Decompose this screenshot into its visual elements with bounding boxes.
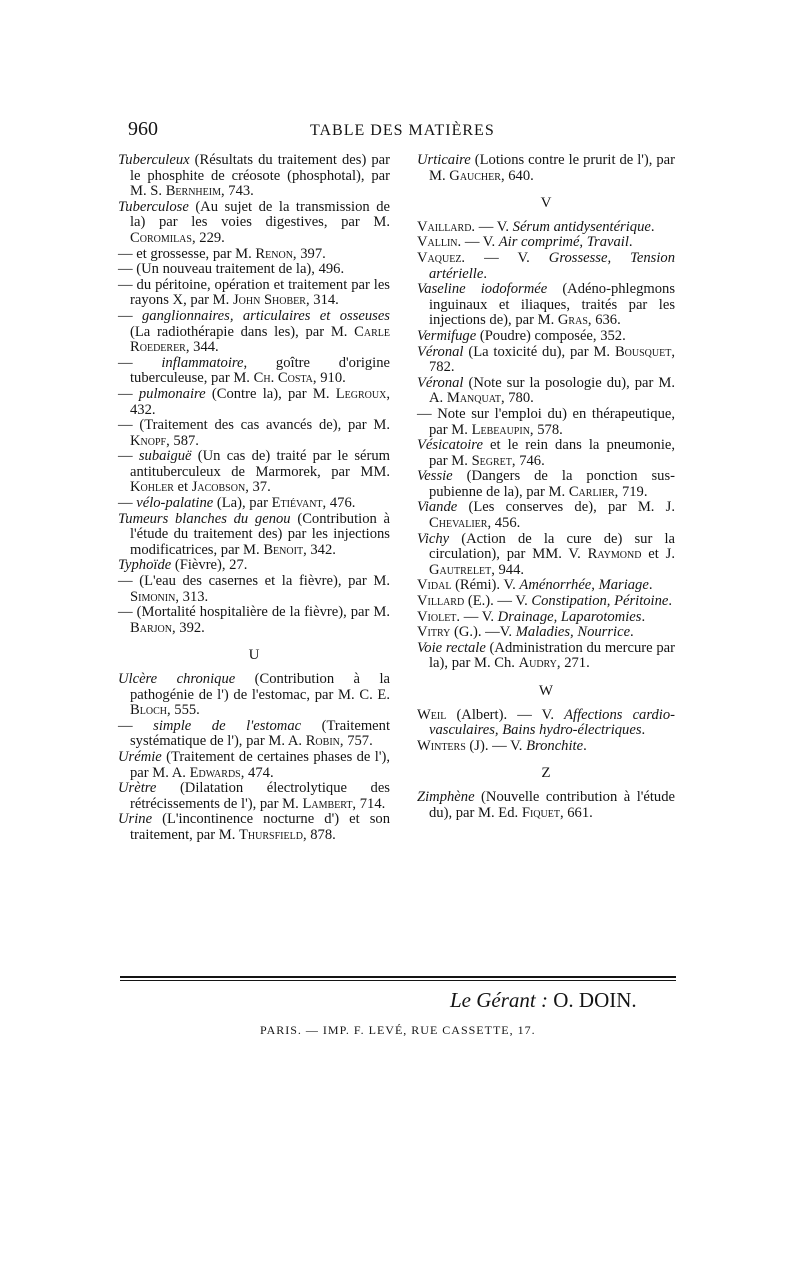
index-entry: Urémie (Traitement de certaines phases de l'), par M. A. Edwards, 474. [118, 748, 390, 781]
right-column [417, 153, 675, 821]
index-entry: Vidal (Rémi). V. Aménorrhée, Mariage. [417, 577, 653, 594]
index-entry: Typhoïde (Fièvre), 27. [118, 557, 248, 574]
index-entry: — subaiguë (Un cas de) traité par le sérum antituberculeux de Marmorek, par MM. Kohler et Jacobson, 37. [118, 448, 390, 496]
index-entry: Urine (L'incontinence nocturne d') et son traitement, par M. Thursfield, 878. [118, 811, 390, 843]
page-number: 960 [128, 118, 158, 140]
index-entry: — inflammatoire, goître d'origine tuberculeuse, par M. Ch. Costa, 910. [118, 354, 390, 387]
index-entry: Vaquez. — V. Grossesse, Tension artérielle. [417, 249, 675, 282]
index-entry: Zimphène (Nouvelle contribution à l'étude du), par M. Ed. Fiquet, 661. [417, 788, 675, 821]
footer-rule-thin [120, 980, 676, 981]
index-entry: Vaillard. — V. Sérum antidysentérique. [417, 218, 655, 235]
index-entry: — Note sur l'emploi du) en thérapeutique, par M. Lebeaupin, 578. [417, 405, 675, 438]
index-entry: — pulmonaire (Contre la), par M. Legroux, 432. [118, 385, 391, 418]
section-letter: Z [541, 765, 551, 782]
index-entry: Villard (E.). — V. Constipation, Péritoine. [417, 593, 673, 610]
index-entry: Véronal (Note sur la posologie du), par M. A. Manquat, 780. [417, 374, 675, 407]
index-entry: Véronal (La toxicité du), par M. Bousquet, 782. [417, 343, 675, 376]
index-entry: Winters (J). — V. Bronchite. [417, 737, 587, 754]
index-entry: Tumeurs blanches du genou (Contribution à l'étude du traitement des) par les injections modificatrices, par M. Benoit, 342. [118, 510, 390, 558]
index-entry: Viande (Les conserves de), par M. J. Chevalier, 456. [417, 499, 675, 532]
index-entry: Vaseline iodoformée (Adéno-phlegmons inguinaux et iliaques, traités par les injections de), par M. Gras, 636. [417, 281, 675, 329]
index-entry: — vélo-palatine (La), par Etiévant, 476. [118, 495, 356, 512]
index-entry: Tuberculose (Au sujet de la transmission de la) par les voies digestives, par M. Coromilas, 229. [118, 198, 390, 246]
index-entry: Urètre (Dilatation électrolytique des rétrécissements de l'), par M. Lambert, 714. [118, 780, 390, 812]
index-entry: — du péritoine, opération et traitement par les rayons X, par M. John Shober, 314. [118, 276, 390, 309]
index-entry: — (Un nouveau traitement de la), 496. [118, 261, 345, 278]
index-entry: Weil (Albert). — V. Affections cardio-vasculaires, Bains hydro-électriques. [417, 706, 675, 739]
index-entry: — et grossesse, par M. Renon, 397. [118, 245, 326, 262]
footer-rule-thick [120, 976, 676, 978]
index-entry: Vermifuge (Poudre) composée, 352. [417, 327, 626, 344]
gerant-signature [450, 988, 637, 1013]
index-entry: Ulcère chronique (Contribution à la pathogénie de l') de l'estomac, par M. C. E. Bloch, 555. [118, 671, 390, 719]
section-letter: U [248, 647, 260, 664]
index-entry: Tuberculeux (Résultats du traitement des) par le phosphite de créosote (phosphotal), par M. S. Bernheim, 743. [118, 152, 390, 200]
index-entry: Vésicatoire et le rein dans la pneumonie, par M. Segret, 746. [417, 437, 675, 469]
index-entry: Vessie (Dangers de la ponction sus-pubienne de la), par M. Carlier, 719. [417, 468, 675, 500]
index-entry: — ganglionnaires, articulaires et osseuses (La radiothérapie dans les), par M. Carle Roederer, 344. [118, 307, 390, 356]
gerant-label: Le Gérant : [450, 988, 548, 1012]
printer-imprint: PARIS. — IMP. F. LEVÉ, RUE CASSETTE, 17. [260, 1023, 536, 1037]
section-letter: V [540, 195, 552, 212]
index-entry: Vallin. — V. Air comprimé, Travail. [417, 234, 633, 251]
section-letter: W [538, 683, 554, 699]
index-entry: Vitry (G.). —V. Maladies, Nourrice. [417, 624, 634, 641]
index-entry: Voie rectale (Administration du mercure par la), par M. Ch. Audry, 271. [417, 639, 675, 672]
running-title: TABLE DES MATIÈRES [310, 122, 495, 139]
index-entry: Urticaire (Lotions contre le prurit de l'), par M. Gaucher, 640. [417, 152, 675, 184]
index-entry: Violet. — V. Drainage, Laparotomies. [417, 608, 646, 625]
gerant-name: O. DOIN. [553, 988, 637, 1012]
index-entry: — (Mortalité hospitalière de la fièvre), par M. Barjon, 392. [118, 604, 390, 636]
left-column [118, 153, 390, 844]
index-entry: — (Traitement des cas avancés de), par M. Knopf, 587. [118, 417, 390, 449]
index-entry: — (L'eau des casernes et la fièvre), par M. Simonin, 313. [118, 573, 390, 605]
index-entry: — simple de l'estomac (Traitement systématique de l'), par M. A. Robin, 757. [118, 717, 390, 750]
index-entry: Vichy (Action de la cure de) sur la circulation), par MM. V. Raymond et J. Gautrelet, 944. [417, 530, 675, 578]
